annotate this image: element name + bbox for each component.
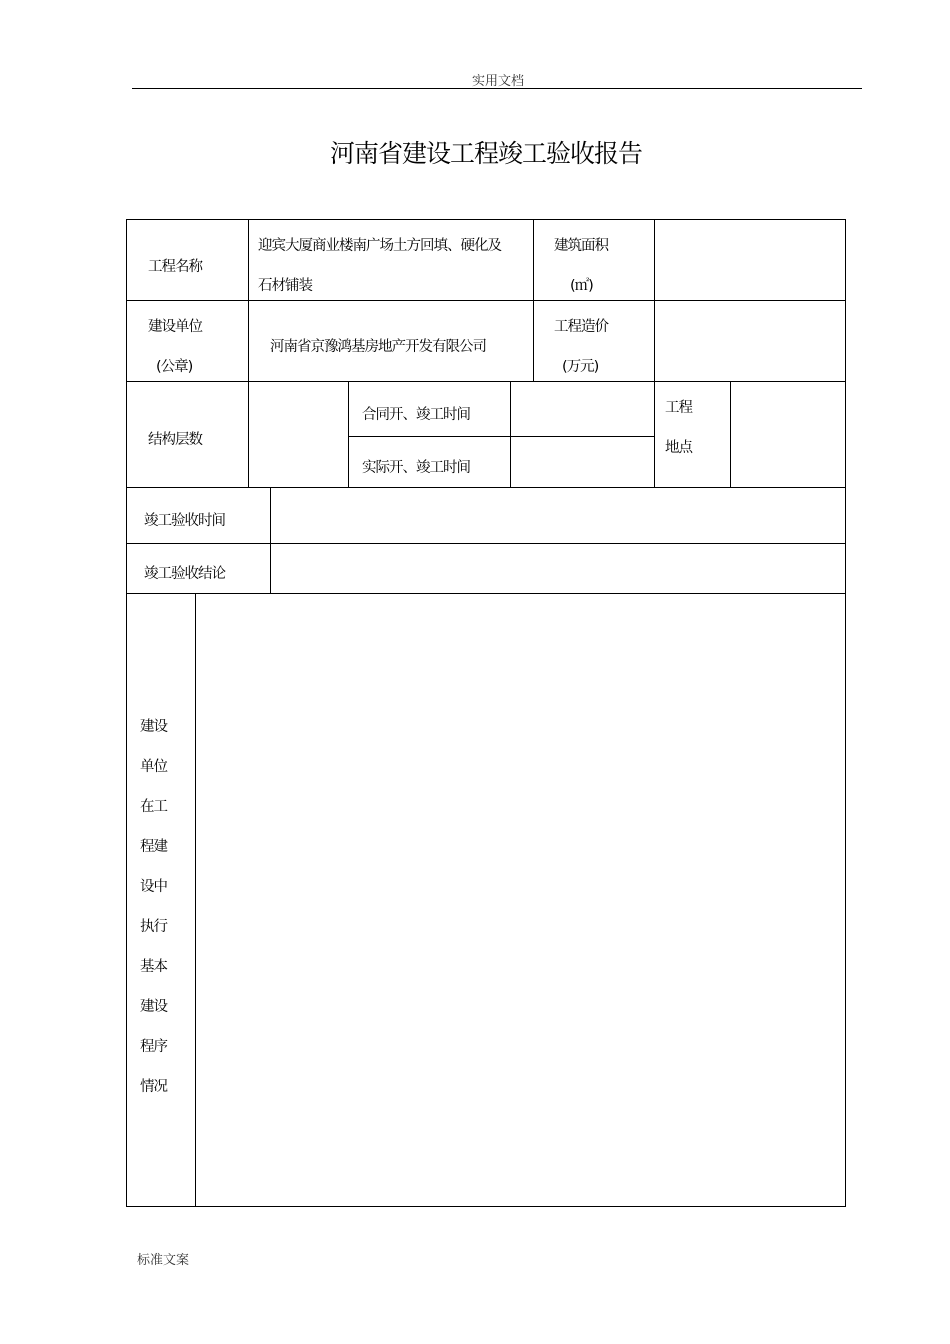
table-border-top: [126, 219, 846, 220]
owner-execution-label-line: 情况: [140, 1079, 167, 1095]
page-header: 实用文档: [471, 74, 524, 89]
building-area-label-line-2: (㎡): [570, 278, 593, 294]
owner-execution-label-line: 建设: [140, 999, 167, 1015]
table-column-divider: [270, 487, 271, 594]
table-border-bottom: [126, 1206, 846, 1207]
table-row-divider: [126, 381, 846, 382]
owner-label-line-1: 建设单位: [148, 319, 202, 335]
table-row-divider: [126, 300, 846, 301]
project-name-value-line-1: 迎宾大厦商业楼南广场土方回填、硬化及: [258, 238, 501, 254]
table-border-right: [845, 219, 846, 1207]
table-column-divider: [730, 381, 731, 488]
table-column-divider: [348, 381, 349, 488]
page-footer: 标准文案: [137, 1253, 190, 1268]
table-row-divider: [126, 543, 846, 544]
table-column-divider: [195, 593, 196, 1207]
owner-execution-label-line: 程建: [140, 839, 167, 855]
acceptance-conclusion-label: 竣工验收结论: [144, 566, 225, 582]
owner-value: 河南省京豫鸿基房地产开发有限公司: [270, 339, 486, 355]
owner-execution-label-line: 执行: [140, 919, 167, 935]
owner-execution-label-line: 建设: [140, 719, 167, 735]
project-name-label: 工程名称: [148, 259, 202, 275]
cost-label-line-1: 工程造价: [554, 319, 608, 335]
location-label-line-1: 工程: [665, 400, 692, 416]
table-column-divider: [654, 219, 655, 488]
table-row-divider: [126, 593, 846, 594]
header-rule: [132, 88, 862, 89]
acceptance-time-label: 竣工验收时间: [144, 513, 225, 529]
document-title: 河南省建设工程竣工验收报告: [329, 139, 642, 168]
owner-execution-label: [140, 707, 180, 1107]
owner-execution-label-line: 设中: [140, 879, 167, 895]
cost-label-line-2: (万元): [562, 359, 599, 375]
owner-label-line-2: (公章): [156, 359, 193, 375]
structure-label: 结构层数: [148, 432, 202, 448]
table-subrow-divider: [348, 436, 654, 437]
contract-time-label: 合同开、竣工时间: [362, 407, 470, 423]
building-area-label-line-1: 建筑面积: [554, 238, 608, 254]
table-column-divider: [248, 219, 249, 488]
owner-execution-label-line: 单位: [140, 759, 167, 775]
table-column-divider: [533, 219, 534, 381]
table-row-divider: [126, 487, 846, 488]
project-name-value-line-2: 石材铺装: [258, 278, 312, 294]
actual-time-label: 实际开、竣工时间: [362, 460, 470, 476]
location-label-line-2: 地点: [665, 440, 692, 456]
table-column-divider: [510, 381, 511, 488]
owner-execution-label-line: 在工: [140, 799, 167, 815]
table-border-left: [126, 219, 127, 1207]
owner-execution-label-line: 基本: [140, 959, 167, 975]
owner-execution-label-line: 程序: [140, 1039, 167, 1055]
